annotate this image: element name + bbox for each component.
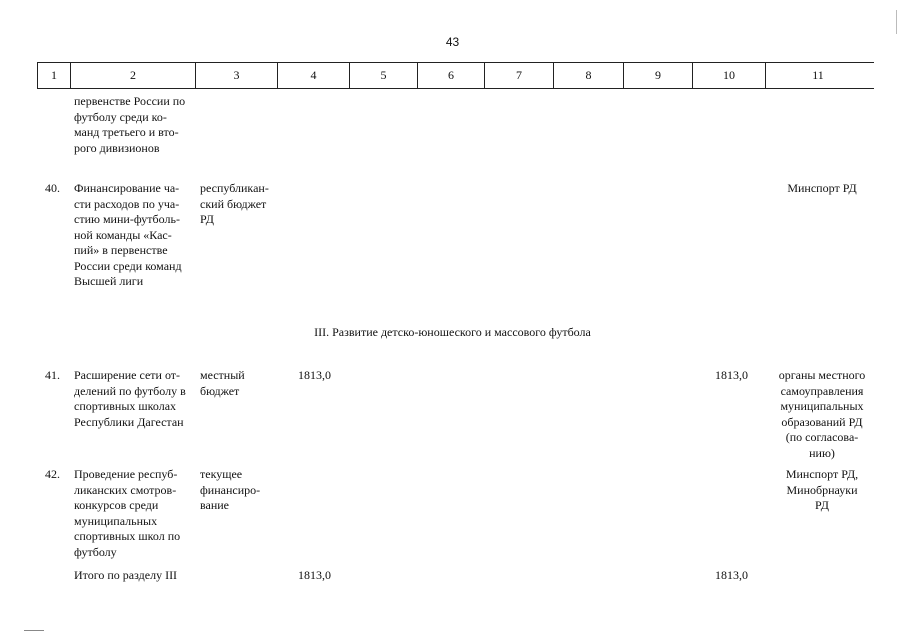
row-executor-line: самоуправления [780,383,864,398]
row-source [200,368,282,399]
page-number: 43 [445,35,460,49]
row-name-line: пий» в первенстве [74,243,168,257]
header-cell-1: 1 [37,63,71,88]
row-name-line: сти расходов по уча- [74,196,180,211]
continued-row-name [74,94,195,156]
header-cell-3: 3 [196,63,278,88]
row-number: 42. [45,467,60,481]
row-executor [770,467,874,514]
header-cell-10: 10 [693,63,766,88]
row-executor-line: органы местного [778,368,866,382]
row-name-line: муниципальных [74,513,158,528]
row-source-line: бюджет [200,383,240,398]
row-col4-value: 1813,0 [298,368,331,382]
section-heading: III. Развитие детско-юношеского и массового футбола [314,325,591,339]
header-cell-9: 9 [624,63,693,88]
total-col4-value: 1813,0 [298,568,331,582]
header-cell-6: 6 [418,63,485,88]
total-col10-value: 1813,0 [715,568,748,582]
row-name-line: стию мини-футболь- [74,212,180,226]
row-executor-line: РД [815,498,829,512]
row-number: 40. [45,181,60,195]
row-executor [770,181,874,197]
continued-line: первенстве России по [74,94,186,108]
scan-edge-mark [896,10,897,34]
row-source [200,181,282,228]
row-executor-line: нию) [809,445,835,460]
table-header-row [37,62,874,89]
row-executor-line: Минобрнауки [786,482,858,497]
row-source-line: ский бюджет [200,196,267,211]
header-cell-11: 11 [812,67,824,82]
total-label: Итого по разделу III [74,568,178,582]
row-name-line: Расширение сети от- [74,368,181,382]
header-cell-5: 5 [350,63,418,88]
row-name-line: делений по футболу в [74,383,186,398]
row-executor-line: Минспорт РД [787,181,857,195]
row-name-line: футболу [74,544,117,559]
row-executor-line: муниципальных [780,399,864,413]
row-name-line: Проведение респуб- [74,467,178,481]
row-source-line: финансиро- [200,482,261,497]
header-cell-8: 8 [554,63,624,88]
continued-line: рого дивизионов [74,140,160,155]
continued-line: футболу среди ко- [74,109,167,124]
row-name-line: России среди команд [74,258,182,273]
row-name-line: спортивных школ по [74,529,181,543]
row-source-line: РД [200,212,214,226]
row-col10-value: 1813,0 [715,368,748,382]
row-name-line: Высшей лиги [74,274,144,288]
row-name-line: спортивных школах [74,399,177,413]
row-number: 41. [45,368,60,382]
row-source-line: республикан- [200,181,269,195]
row-name [74,467,195,560]
row-source-line: текущее [200,467,243,481]
header-cell-2: 2 [71,63,196,88]
row-executor-line: образований РД [781,414,863,429]
row-executor-line: (по согласова- [785,430,859,444]
row-name [74,368,195,430]
row-name-line: Республики Дагестан [74,414,184,429]
row-source-line: местный [200,368,245,382]
header-cell-7: 7 [485,63,554,88]
row-executor [770,368,874,461]
row-name-line: ликанских смотров- [74,482,177,497]
row-name-line: Финансирование ча- [74,181,180,195]
scan-edge-mark [24,630,44,631]
continued-line: манд третьего и вто- [74,125,179,139]
row-source [200,467,282,514]
row-name-line: конкурсов среди [74,498,159,512]
row-source-line: вание [200,498,230,512]
row-executor-line: Минспорт РД, [785,467,859,481]
row-name-line: ной команды «Кас- [74,227,172,242]
row-name [74,181,195,290]
header-cell-4: 4 [278,63,350,88]
